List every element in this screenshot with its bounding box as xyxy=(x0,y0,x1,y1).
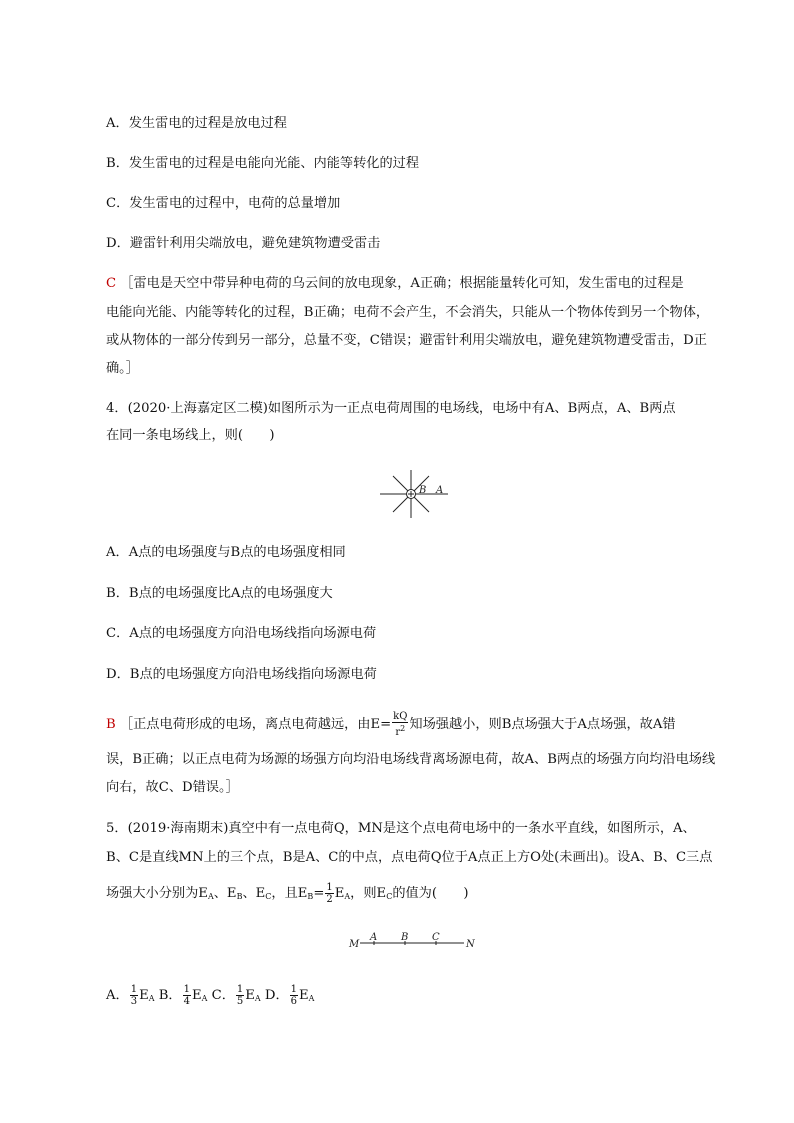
q4-exp-before: ［正点电荷形成的电场，离点电荷越远，由E= xyxy=(119,717,392,732)
q4-option-c: C．A点的电场强度方向沿电场线指向场源电荷 xyxy=(106,626,377,641)
q5-choice-d: D． $\frac{1}{6}$ $E_A$ xyxy=(264,984,315,1007)
q3-option-d: D．避雷针利用尖端放电，避免建筑物遭受雷击 xyxy=(106,236,381,251)
q4-option-b: B．B点的电场强度比A点的电场强度大 xyxy=(106,586,333,601)
q5-label-a: A xyxy=(370,932,378,943)
q4-option-a: A．A点的电场强度与B点的电场强度相同 xyxy=(106,545,346,560)
q3-explanation-line-3: 或从物体的一部分传到另一部分，总量不变，C错误；避雷针利用尖端放电，避免建筑物遭受雷击，D正 xyxy=(106,333,707,348)
q5-choices xyxy=(106,984,314,1011)
q5-stem-line-1: 5．(2019·海南期末)真空中有一点电荷Q，MN是这个点电荷电场中的一条水平直线，如图所示，A、 xyxy=(106,821,696,836)
q4-exp-after: 知场强越小，则B点场强大于A点场强，故A错 xyxy=(409,717,676,732)
q3-explanation-line-4: 确。］ xyxy=(106,361,139,376)
q4-label-b: B xyxy=(419,485,427,496)
q4-formula-den: $r^2$ xyxy=(395,724,406,738)
q3-answer-letter: C xyxy=(106,276,117,291)
q5-label-c: C xyxy=(432,932,440,943)
q4-field-line-figure xyxy=(374,466,454,524)
q4-formula-den-exp: 2 xyxy=(400,724,406,733)
q3-option-a: A．发生雷电的过程是放电过程 xyxy=(106,116,287,131)
q5-label-m: M xyxy=(349,939,360,950)
q4-label-a: A xyxy=(436,485,444,496)
q4-explanation-line-2: 误，B正确；以正点电荷为场源的场强方向均沿电场线背离场源电荷，故A、B两点的场强方向均沿电场线 xyxy=(106,752,716,767)
q5-label-n: N xyxy=(466,939,475,950)
q3-explanation-line-2: 电能向光能、内能等转化的过程，B正确；电荷不会产生，不会消失，只能从一个物体传到另一个物体， xyxy=(106,305,710,320)
q4-answer-letter: B xyxy=(106,717,116,732)
q4-stem-line-1: 4．(2020·上海嘉定区二模)如图所示为一正点电荷周围的电场线，电场中有A、B两点，A、B两点 xyxy=(106,401,676,416)
q5-half-fraction: $\frac{1}{2}$ xyxy=(326,882,333,905)
q3-explanation-line-1 xyxy=(106,276,684,292)
q5-choice-a: A． $\frac{1}{3}$ $E_A$ xyxy=(106,984,155,1007)
q4-stem-line-2: 在同一条电场线上，则( ) xyxy=(106,428,275,443)
q4-explanation-line-3: 向右，故C、D错误。］ xyxy=(106,780,239,795)
q3-explanation-text: ［雷电是天空中带异种电荷的乌云间的放电现象，A正确；根据能量转化可知，发生雷电的过程是 xyxy=(120,276,684,291)
q5-stem-line-3: 场强大小分别为$E_A$、$E_B$、$E_C$，且$E_B=$ $\frac{1}{2}$ $E_A$，则$E_C$的值为( ) xyxy=(106,882,469,905)
q5-stem-line-2: B、C是直线MN上的三个点，B是A、C的中点，点电荷Q位于A点正上方O处(未画出)。设A、B、C三点 xyxy=(106,850,713,865)
q5-choice-b: B． $\frac{1}{4}$ $E_A$ xyxy=(158,984,208,1007)
q4-formula-num: kQ xyxy=(393,711,408,722)
q4-formula-fraction xyxy=(392,711,408,738)
q5-line-mn-figure xyxy=(346,930,480,952)
q5-choice-c: C． $\frac{1}{5}$ $E_A$ xyxy=(211,984,261,1007)
q3-option-c: C．发生雷电的过程中，电荷的总量增加 xyxy=(106,196,341,211)
q4-option-d: D．B点的电场强度方向沿电场线指向场源电荷 xyxy=(106,667,377,682)
q4-explanation-line-1 xyxy=(106,711,676,738)
q3-option-b: B．发生雷电的过程是电能向光能、内能等转化的过程 xyxy=(106,156,420,171)
q5-label-b: B xyxy=(401,932,409,943)
